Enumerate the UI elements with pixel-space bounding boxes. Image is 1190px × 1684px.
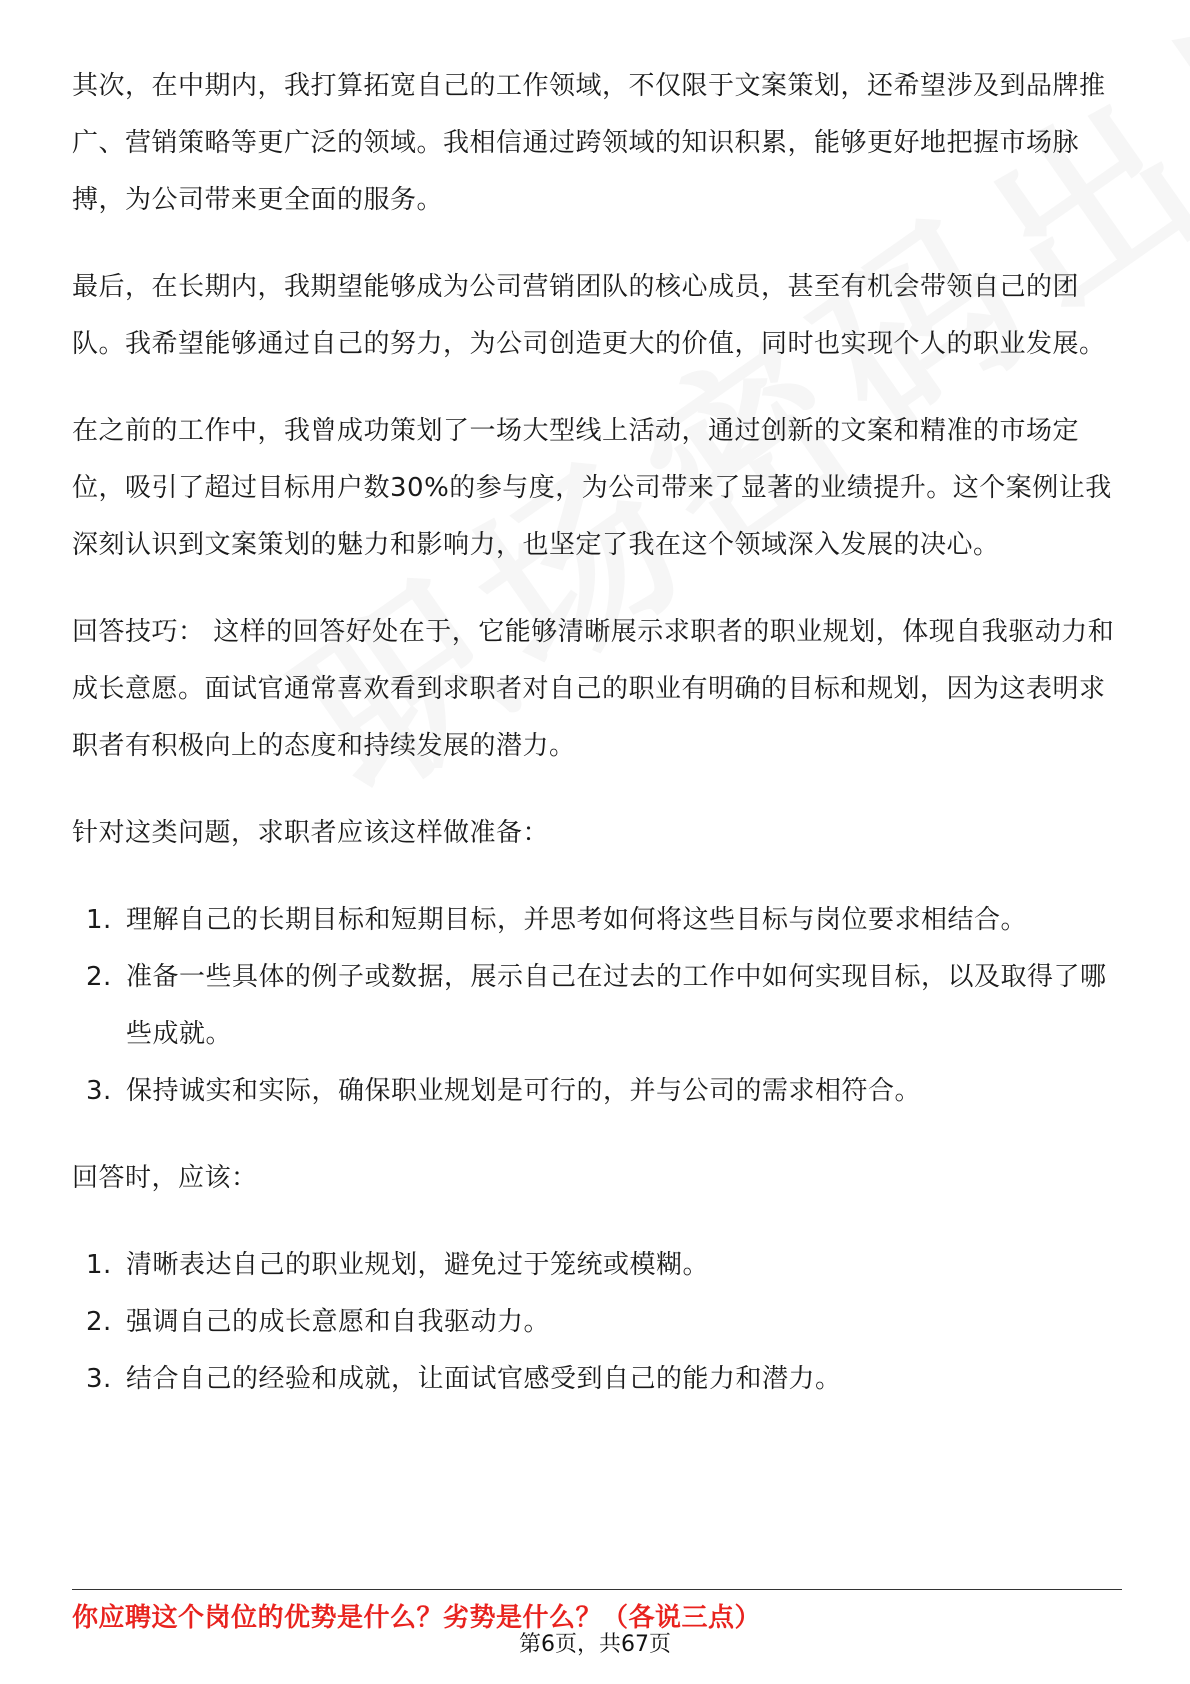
main-content bbox=[72, 58, 1122, 1438]
paragraph-prep-intro: 针对这类问题，求职者应该这样做准备： bbox=[72, 818, 550, 848]
paragraph-case: 在之前的工作中，我曾成功策划了一场大型线上活动，通过创新的文案和精准的市场定位，吸引了超过目标用户数30%的参与度，为公司带来了显著的业绩提升。这个案例让我深刻认识到文案策划的魅力和影响力，也坚定了我在这个领域深入发展的决心。 bbox=[72, 416, 1112, 560]
list-text: 结合自己的经验和成就，让面试官感受到自己的能力和潜力。 bbox=[126, 1364, 842, 1394]
list-text: 理解自己的长期目标和短期目标，并思考如何将这些目标与岗位要求相结合。 bbox=[126, 905, 1028, 935]
list-text: 清晰表达自己的职业规划，避免过于笼统或模糊。 bbox=[126, 1250, 710, 1280]
paragraph-long-term: 最后，在长期内，我期望能够成为公司营销团队的核心成员，甚至有机会带领自己的团队。我希望能够通过自己的努力，为公司创造更大的价值，同时也实现个人的职业发展。 bbox=[72, 272, 1106, 359]
list-number: 1. bbox=[86, 1250, 112, 1280]
list-number: 1. bbox=[86, 905, 112, 935]
list-item bbox=[72, 949, 1122, 1063]
list-item bbox=[72, 1237, 1122, 1294]
list-text: 强调自己的成长意愿和自我驱动力。 bbox=[126, 1307, 551, 1337]
next-question-heading: 你应聘这个岗位的优势是什么？劣势是什么？（各说三点） bbox=[72, 1603, 762, 1633]
list-text: 保持诚实和实际，确保职业规划是可行的，并与公司的需求相符合。 bbox=[126, 1076, 922, 1106]
paragraph-mid-term: 其次，在中期内，我打算拓宽自己的工作领域，不仅限于文案策划，还希望涉及到品牌推广、营销策略等更广泛的领域。我相信通过跨领域的知识积累，能够更好地把握市场脉搏，为公司带来更全面的服务。 bbox=[72, 71, 1106, 215]
paragraph-answer-tips: 回答技巧： 这样的回答好处在于，它能够清晰展示求职者的职业规划，体现自我驱动力和成长意愿。面试官通常喜欢看到求职者对自己的职业有明确的目标和规划，因为这表明求职者有积极向上的态度和持续发展的潜力。 bbox=[72, 617, 1115, 761]
list-number: 2. bbox=[86, 962, 112, 992]
page-number: 第6页，共67页 bbox=[519, 1632, 671, 1657]
section-divider bbox=[72, 1589, 1122, 1590]
list-item bbox=[72, 1294, 1122, 1351]
paragraph-answer-intro: 回答时，应该： bbox=[72, 1163, 258, 1193]
prep-list bbox=[72, 892, 1122, 1120]
list-item bbox=[72, 1351, 1122, 1408]
list-number: 3. bbox=[86, 1364, 112, 1394]
list-number: 3. bbox=[86, 1076, 112, 1106]
list-number: 2. bbox=[86, 1307, 112, 1337]
answer-list bbox=[72, 1237, 1122, 1408]
list-text: 准备一些具体的例子或数据，展示自己在过去的工作中如何实现目标，以及取得了哪些成就。 bbox=[126, 962, 1107, 1049]
list-item bbox=[72, 892, 1122, 949]
list-item bbox=[72, 1063, 1122, 1120]
